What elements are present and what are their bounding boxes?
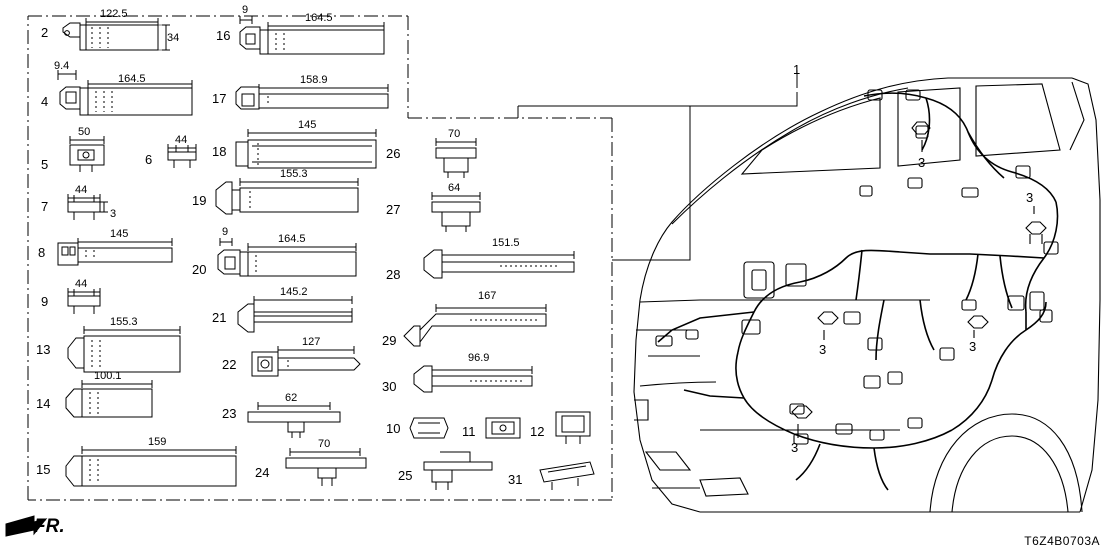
item-index-6: 6 — [145, 152, 153, 167]
dim-2: 122.5 — [100, 8, 128, 20]
item-index-4: 4 — [41, 94, 49, 109]
item-index-8: 8 — [38, 245, 46, 260]
item-index-31: 31 — [508, 472, 523, 487]
dim-29: 167 — [478, 290, 497, 302]
item-index-29: 29 — [382, 333, 397, 348]
item-index-15: 15 — [36, 462, 51, 477]
dim-15: 159 — [148, 436, 167, 448]
item-index-25: 25 — [398, 468, 413, 483]
dim-18: 145 — [298, 119, 317, 131]
vehicle-callout-3-c: 3 — [819, 342, 827, 357]
callout-1: 1 — [793, 62, 801, 77]
dim-4: 164.5 — [118, 73, 146, 85]
dim-16b: 9 — [242, 4, 249, 16]
vehicle-callout-3-b: 3 — [1026, 190, 1034, 205]
dim-28: 151.5 — [492, 237, 520, 249]
dim-20b: 9 — [222, 226, 229, 238]
item-index-2: 2 — [41, 25, 49, 40]
dim-20: 164.5 — [278, 233, 306, 245]
item-index-30: 30 — [382, 379, 397, 394]
dim-6: 44 — [175, 134, 188, 146]
vehicle-callout-3-a: 3 — [918, 155, 926, 170]
vehicle-callout-3-d: 3 — [969, 339, 977, 354]
item-index-13: 13 — [36, 342, 51, 357]
vehicle-callout-3-e: 3 — [791, 440, 799, 455]
item-index-20: 20 — [192, 262, 207, 277]
item-index-17: 17 — [212, 91, 227, 106]
dim-27: 64 — [448, 182, 461, 194]
dim-22: 127 — [302, 336, 321, 348]
item-index-9: 9 — [41, 294, 49, 309]
dim-4b: 9.4 — [54, 60, 70, 72]
dim-5: 50 — [78, 126, 91, 138]
dim-24: 70 — [318, 438, 331, 450]
item-index-16: 16 — [216, 28, 231, 43]
dim-16: 164.5 — [305, 12, 333, 24]
dim-7: 44 — [75, 184, 88, 196]
item-index-18: 18 — [212, 144, 227, 159]
item-index-12: 12 — [530, 424, 545, 439]
item-index-7: 7 — [41, 199, 49, 214]
item-index-26: 26 — [386, 146, 401, 161]
item-index-19: 19 — [192, 193, 207, 208]
dim-26: 70 — [448, 128, 461, 140]
item-index-5: 5 — [41, 157, 49, 172]
part-code-label: T6Z4B0703A — [1024, 534, 1100, 548]
dim-13: 155.3 — [110, 316, 138, 328]
item-index-28: 28 — [386, 267, 401, 282]
item-index-23: 23 — [222, 406, 237, 421]
dim-21: 145.2 — [280, 286, 308, 298]
dim-23: 62 — [285, 392, 298, 404]
dim-7b: 3 — [110, 208, 117, 220]
dim-8: 145 — [110, 228, 129, 240]
dim-17: 158.9 — [300, 74, 328, 86]
item-index-11: 11 — [462, 424, 476, 439]
dim-14: 100.1 — [94, 370, 122, 382]
item-index-22: 22 — [222, 357, 237, 372]
dim-19: 155.3 — [280, 168, 308, 180]
item-index-14: 14 — [36, 396, 51, 411]
dim-9: 44 — [75, 278, 88, 290]
item-index-10: 10 — [386, 421, 401, 436]
item-index-24: 24 — [255, 465, 270, 480]
dim-30: 96.9 — [468, 352, 490, 364]
dim-2b: 34 — [167, 32, 180, 44]
item-index-27: 27 — [386, 202, 401, 217]
item-index-21: 21 — [212, 310, 227, 325]
front-direction-label: FR. — [34, 516, 65, 537]
